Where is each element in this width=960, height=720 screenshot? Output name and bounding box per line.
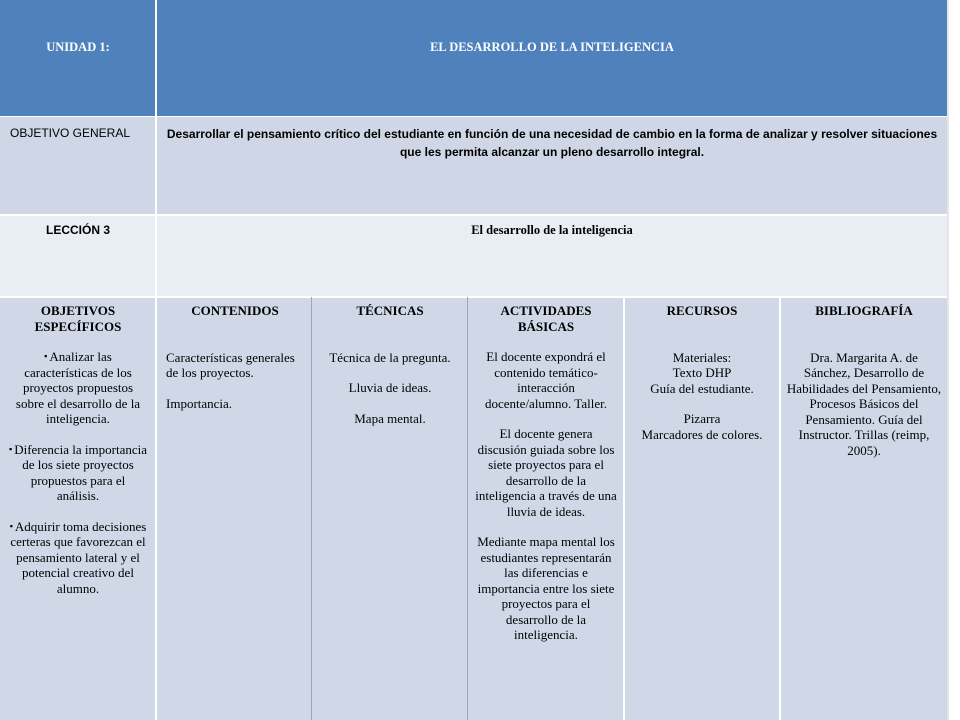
grid-line	[0, 296, 948, 298]
resources-item: Texto DHP	[672, 365, 732, 380]
techniques-item: Mapa mental.	[354, 410, 426, 426]
activities-heading: ACTIVIDADES BÁSICAS	[500, 303, 592, 334]
grid-line	[623, 297, 625, 720]
activities-item: El docente genera discusión guiada sobre los siete proyectos para el desarrollo de la inteligencia a través de una lluvia de ideas.	[475, 426, 617, 519]
contents-item: Importancia.	[166, 395, 233, 411]
resources-column	[624, 297, 780, 720]
grid-line	[947, 0, 949, 720]
square-bullet-icon: ▪	[8, 443, 13, 454]
resources-item: Pizarra	[683, 411, 721, 426]
grid-line	[311, 297, 312, 720]
unit-title: EL DESARROLLO DE LA INTELIGENCIA	[430, 40, 674, 54]
square-bullet-icon: ▪	[9, 520, 13, 531]
resources-materials-label: Materiales:	[672, 349, 732, 365]
list-item: ▪ Analizar las características de los proyectos propuestos sobre el desarrollo de la inteligencia.	[15, 349, 141, 426]
unit-label-cell	[0, 0, 156, 116]
general-objective-label-cell	[0, 116, 156, 214]
lesson-title-cell	[156, 214, 948, 297]
techniques-heading: TÉCNICAS	[356, 303, 424, 318]
resources-item: Guía del estudiante.	[650, 380, 754, 396]
square-bullet-icon: ▪	[44, 351, 48, 361]
right-margin	[948, 0, 960, 720]
resources-heading: RECURSOS	[666, 303, 738, 318]
techniques-item: Lluvia de ideas.	[348, 380, 432, 395]
lesson-label-cell	[0, 214, 156, 297]
bibliography-text: Dra. Margarita A. de Sánchez, Desarrollo de Habilidades del Pensamiento, Procesos Básicos del Pensamiento. Guía del Instructor. Trillas (reimp, 2005).	[786, 349, 942, 458]
lesson-label: LECCIÓN 3	[45, 223, 110, 237]
techniques-column	[312, 297, 468, 720]
objectives-heading: OBJETIVOS ESPECÍFICOS	[34, 303, 122, 334]
contents-heading: CONTENIDOS	[191, 303, 279, 318]
objectives-column	[0, 297, 156, 720]
bibliography-heading: BIBLIOGRAFÍA	[815, 303, 913, 318]
bibliography-column	[780, 297, 948, 720]
grid-line	[0, 116, 948, 117]
unit-label: UNIDAD 1:	[46, 40, 110, 54]
techniques-item: Técnica de la pregunta.	[329, 349, 451, 365]
grid-line	[779, 297, 781, 720]
grid-line	[467, 297, 468, 720]
resources-item: Marcadores de colores.	[641, 426, 763, 442]
grid-line	[155, 0, 157, 720]
general-objective-text: Desarrollar el pensamiento crítico del estudiante en función de una necesidad de cambio en la forma de analizar y resolver situaciones que les permita alcanzar un pleno desarrollo integral.	[166, 127, 938, 159]
grid-line	[0, 214, 948, 216]
list-item: ▪ Diferencia la importancia de los siete proyectos propuestos para el análisis.	[8, 441, 148, 503]
unit-title-cell	[156, 0, 948, 116]
objectives-list	[8, 349, 148, 596]
general-objective-label: OBJETIVO GENERAL	[10, 126, 131, 140]
activities-item: El docente expondrá el contenido temático-interacción docente/alumno. Taller.	[485, 349, 607, 411]
activities-column	[468, 297, 624, 720]
list-item: ▪ Adquirir toma decisiones certeras que favorezcan el pensamiento lateral y el potencial creativo del alumno.	[9, 518, 147, 596]
activities-item: Mediante mapa mental los estudiantes representarán las diferencias e importancia entre los siete proyectos para el desarrollo de la inteligencia.	[477, 534, 615, 642]
lesson-title: El desarrollo de la inteligencia	[471, 223, 633, 237]
contents-item: Características generales de los proyectos.	[166, 349, 295, 380]
general-objective-text-cell	[156, 116, 948, 214]
contents-column	[156, 297, 312, 720]
